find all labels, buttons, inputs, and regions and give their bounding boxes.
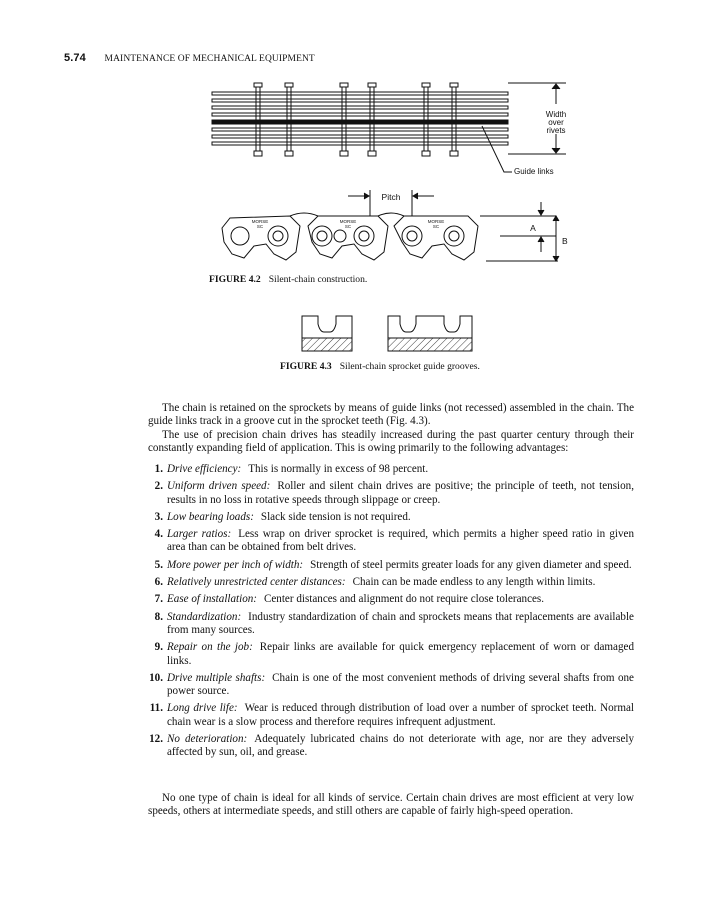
list-item-text: This is normally in excess of 98 percent. (248, 463, 429, 475)
list-item (148, 559, 634, 572)
list-item-term: Larger ratios: (167, 528, 232, 541)
list-item-term: Ease of installation: (167, 593, 257, 606)
link-stamp-3-line1: MORSE (427, 219, 445, 224)
list-item (148, 480, 634, 507)
width-over-rivets-label-line2: over (548, 118, 564, 127)
list-item-text: Strength of steel permits greater loads for any given diameter and speed. (310, 558, 632, 571)
list-item-term: Drive multiple shafts: (167, 671, 266, 684)
list-item (148, 511, 634, 524)
guide-links-label: Guide links (514, 167, 554, 176)
list-item-term: Long drive life: (167, 702, 238, 715)
width-over-rivets-label-line3: rivets (546, 126, 566, 135)
list-item-term: Drive efficiency: (167, 463, 242, 475)
list-item-number: 7. (154, 593, 163, 606)
list-item-term: Low bearing loads: (167, 510, 254, 523)
list-item (148, 611, 634, 638)
intro-text (148, 402, 634, 455)
list-item-term: Repair on the job: (167, 641, 253, 654)
running-header (64, 52, 315, 64)
list-item-number: 2. (154, 480, 163, 493)
list-item-term: No deterioration: (167, 733, 248, 746)
link-stamp-2-line1: MORSE (339, 219, 357, 224)
list-item (148, 576, 634, 589)
chain-top-view-drawing (200, 76, 570, 182)
figure-4-3-caption-text: Silent-chain sprocket guide grooves. (339, 361, 480, 372)
list-item (148, 463, 634, 476)
list-item (148, 528, 634, 555)
list-item (148, 593, 634, 606)
width-over-rivets-label-line1: Width (545, 110, 567, 119)
closing-paragraph: No one type of chain is ideal for all kinds of service. Certain chain drives are most efficient at very low speeds, others at intermediate speeds, and still others are capable of fairly high-speed operation. (148, 792, 634, 818)
pitch-label: Pitch (381, 192, 401, 202)
dimension-b-label: B (562, 236, 568, 246)
list-item-number: 3. (154, 510, 163, 523)
list-item (148, 672, 634, 699)
list-item-text: Slack side tension is not required. (260, 510, 411, 523)
sprocket-guide-grooves-drawing (296, 312, 476, 354)
list-item-number: 12. (149, 733, 163, 746)
list-item-number: 4. (154, 528, 163, 541)
list-item-text: Center distances and alignment do not require close tolerances. (263, 593, 545, 606)
list-item-text: Adequately lubricated chains do not deteriorate with age, nor are they adversely affected by sun, oil, and grease. (167, 733, 635, 759)
list-item-number: 8. (154, 610, 163, 623)
figure-4-2-label: FIGURE 4.2 (209, 274, 261, 285)
list-item-number: 1. (154, 463, 163, 475)
list-item-text: Wear is reduced through distribution of load over a number of sprocket teeth. Normal chain wear is a slow process and therefore requires infrequent adjustment. (167, 702, 634, 728)
list-item-term: Relatively unrestricted center distances: (167, 576, 346, 589)
link-stamp-1-line1: MORSE (251, 219, 269, 224)
chain-side-view-drawing (200, 186, 570, 268)
figure-4-3-label: FIGURE 4.3 (280, 361, 332, 372)
advantages-list (148, 463, 634, 760)
list-item-number: 9. (154, 641, 163, 654)
figure-4-2-caption-text: Silent-chain construction. (268, 274, 368, 285)
list-item-number: 5. (154, 558, 163, 571)
list-item-number: 11. (149, 702, 163, 715)
closing-text (148, 792, 634, 819)
intro-paragraph: The use of precision chain drives has steadily increased during the past quarter century through their constantly expanding field of application. This is owing primarily to the following advantages: (148, 428, 634, 454)
figure-4-2-caption (209, 274, 367, 285)
list-item (148, 702, 634, 729)
dimension-a-label: A (530, 223, 536, 233)
list-item-number: 6. (154, 576, 163, 589)
list-item-term: Standardization: (167, 610, 242, 623)
list-item-term: More power per inch of width: (167, 558, 304, 571)
page-number: 5.74 (64, 52, 86, 64)
list-item (148, 641, 634, 668)
figure-4-3-caption (280, 361, 480, 372)
list-item-text: Chain can be made endless to any length within limits. (352, 576, 596, 589)
list-item-text: Chain is one of the most convenient methods of driving several shafts from one power source. (167, 671, 634, 698)
link-stamp-2-line2: SC (344, 224, 352, 229)
running-title: MAINTENANCE OF MECHANICAL EQUIPMENT (104, 54, 315, 64)
link-stamp-1-line2: SC (256, 224, 264, 229)
intro-paragraph: The chain is retained on the sprockets by means of guide links (not recessed) assembled in the chain. The guide links track in a groove cut in the sprocket teeth (Fig. 4.3). (148, 402, 634, 428)
list-item-text: Roller and silent chain drives are positive; the principle of teeth, not tension, results in no loss in rotative speeds through slippage or creep. (167, 480, 634, 506)
list-item-number: 10. (149, 671, 163, 684)
list-item-term: Uniform driven speed: (167, 480, 271, 493)
list-item-text: Repair links are available for quick emergency replacement of worn or damaged links. (167, 641, 634, 667)
list-item-text: Industry standardization of chain and sprockets means that replacements are available from many sources. (167, 610, 634, 636)
list-item (148, 733, 634, 760)
list-item-text: Less wrap on driver sprocket is required, which permits a higher speed ratio in given area than can be obtained from belt drives. (167, 528, 634, 554)
link-stamp-3-line2: SC (432, 224, 440, 229)
